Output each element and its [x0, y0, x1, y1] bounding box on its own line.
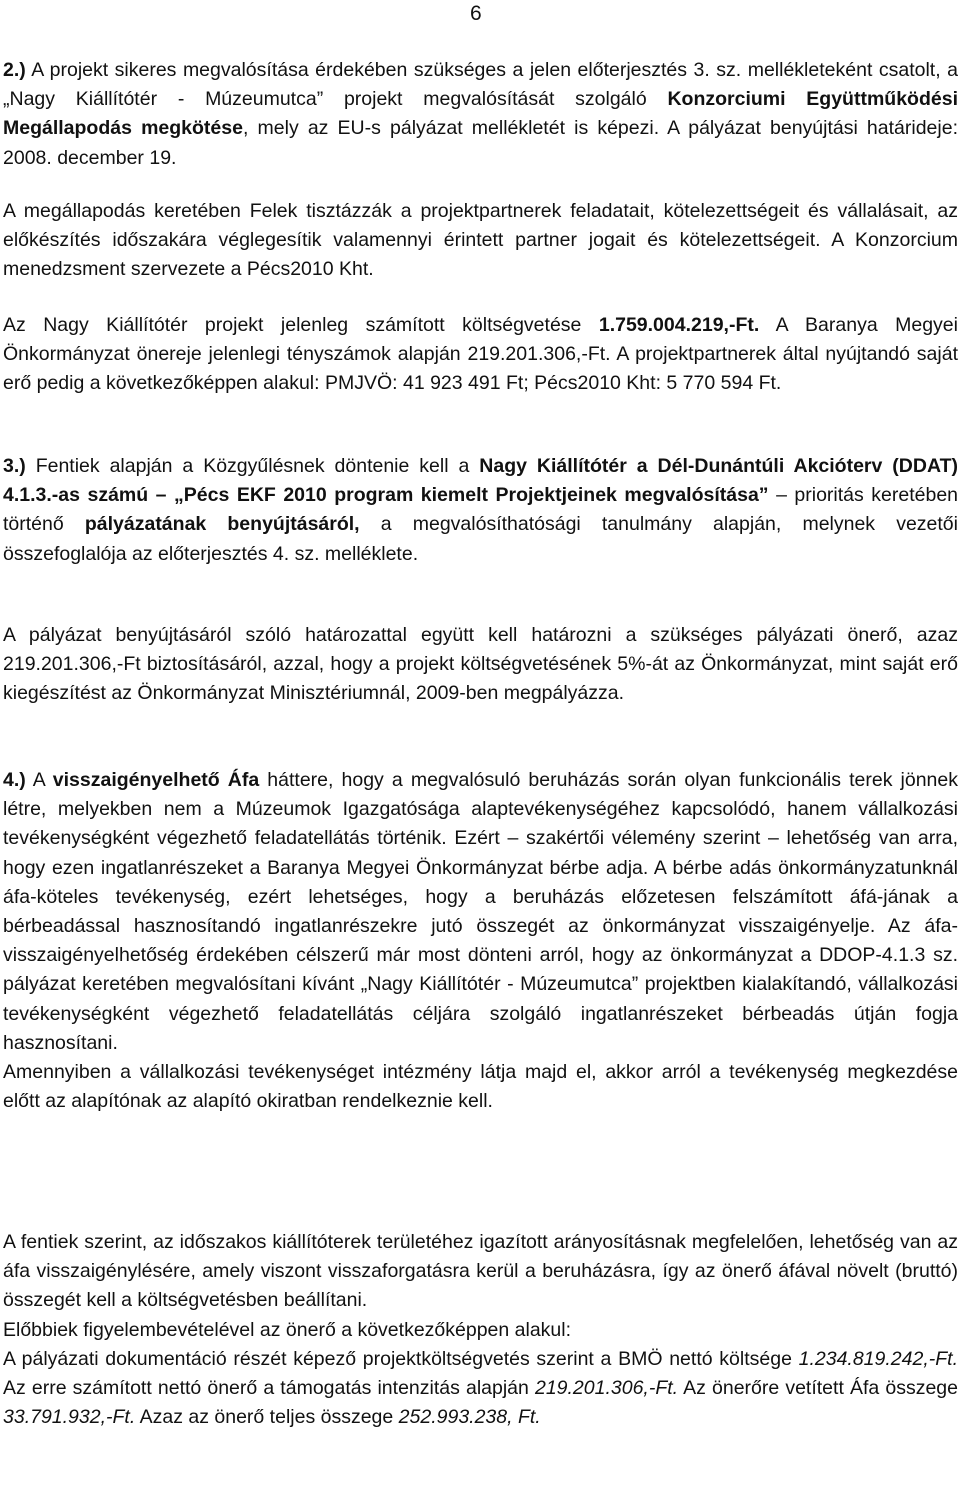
paragraph-agreement [3, 197, 958, 285]
bold-run: Nagy Kiállítótér a Dél-Dunántúli Akcióterv (DDAT) 4.1.3.-as számú – „Pécs EKF 2010 program kiemelt Projektjeinek megvalósítása” [3, 455, 958, 507]
paragraph-self-contribution [3, 621, 958, 709]
text-run: Az Nagy Kiállítótér projekt jelenleg számított költségvetése [3, 314, 599, 336]
text-run: a megvalósíthatósági tanulmány alapján, melynek vezetői összefoglalója az előterjesztés 4. sz. melléklete. [3, 513, 958, 565]
paragraph-4-vat [3, 766, 958, 1116]
italic-amount: 1.234.819.242,-Ft. [798, 1347, 958, 1370]
text-run: A projekt sikeres megvalósítása érdekében szükséges a jelen előterjesztés 3. sz. mellékleteként csatolt, a „Nagy Kiállítótér - Múzeumutca” projekt megvalósítását szolgáló [3, 59, 958, 111]
text-run: – prioritás keretében történő [3, 484, 959, 536]
text-run: Fentiek alapján a Közgyűlésnek döntenie kell a [25, 455, 480, 477]
text-run: A pályázat benyújtásáról szóló határozattal együtt kell határozni a szükséges pályázati önerő, azaz 219.201.306,-Ft biztosításáról, azzal, hogy a projekt költségvetésének 5%-át az Önkormányzat, mint saját erő kiegészítést az Önkormányzat Minisztériumnál, 2009-ben megpályázza. [3, 624, 958, 705]
italic-amount: 252.993.238, Ft. [398, 1406, 541, 1429]
text-run: A Baranya Megyei Önkormányzat önereje jelenlegi tényszámok alapján 219.201.306,-Ft. A projektpartnerek által nyújtandó saját erő pedig a következőképpen alakul: PMJVÖ: 41 923 491 Ft; Pécs2010 Kht: 5 770 594 Ft. [3, 314, 958, 395]
paragraph-vat-reclaim [3, 1228, 958, 1432]
italic-amount: 219.201.306,-Ft. [534, 1377, 679, 1400]
section-number-2: 2.) [3, 59, 26, 81]
text-run: , mely az EU-s pályázat mellékletét is képezi. A pályázat benyújtási határideje: 2008. december 19. [3, 117, 959, 169]
page-number: 6 [470, 2, 482, 25]
paragraph-3-decision [3, 452, 958, 569]
text-run: A megállapodás keretében Felek tisztázzák a projektpartnerek feladatait, kötelezettségeit és vállalásait, az előkészítés időszakára véglegesítik valamennyi érintett partner jogait és kötelezettségeit. A Konzorcium menedzsment szervezete a Pécs2010 Kht. [3, 200, 958, 281]
text-run: A [25, 769, 53, 791]
paragraph-2-intro [3, 56, 958, 173]
text-run: háttere, hogy a megvalósuló beruházás során olyan funkcionális terek jönnek létre, melyekben nem a Múzeumok Igazgatósága alaptevékenységéhez kapcsolódó, hanem vállalkozási tevékenységként végezhető feladatellátás történik. Ezért – szakértői vélemény szerint – lehetőség van arra, hogy ezen ingatlanrészeket a Baranya Megyei Önkormányzat bérbe adja. A bérbe adás önkormányzatunknál áfa-köteles tevékenység, ezért lehetséges, hogy a beruházás előzetesen felszámított áfá-jának a bérbeadással hasznosítandó ingatlanrészekre jutó összegét az önkormányzat visszaigényelje. Az áfa- visszaigényelhetőség érdekében célszerű már most dönteni arról, hogy az önkormányzat a DDOP-4.1.3 sz. pályázat keretében megvalósítani kívánt „Nagy Kiállítótér - Múzeumutca” projektben kialakítandó, vállalkozási tevékenységként végezhető feladatellátás céljára szolgáló ingatlanrészeket bérbeadás útján fogja hasznosítani. [3, 769, 958, 1054]
text-run: Amennyiben a vállalkozási tevékenységet intézmény látja majd el, akkor arról a tevékenység megkezdése előtt az alapítónak az alapító okiratban rendelkeznie kell. [3, 1061, 958, 1113]
bold-run: visszaigényelhető Áfa [52, 769, 260, 791]
bold-run: pályázatának benyújtásáról, [84, 513, 360, 536]
text-run: Azaz az önerő teljes összege [135, 1406, 399, 1429]
text-run: A fentiek szerint, az időszakos kiállítóterek területéhez igazított arányosításnak megfelelően, lehetőség van az áfa visszaigénylésére, amely viszont visszaforgatásra kerül a beruházásra, így az önerő áfával növelt (bruttó) összegét kell a költségvetésben beállítani. [3, 1231, 958, 1312]
bold-run: Konzorciumi Együttműködési Megállapodás megkötése [3, 88, 958, 140]
bold-run: 1.759.004.219,-Ft. [598, 314, 760, 336]
section-number-3: 3.) [3, 455, 26, 477]
section-number-4: 4.) [3, 769, 26, 791]
paragraph-budget [3, 311, 958, 399]
text-run: Előbbiek figyelembevételével az önerő a következőképpen alakul: [3, 1318, 572, 1341]
text-run: A pályázati dokumentáció részét képező projektköltségvetés szerint a BMÖ nettó költsége [3, 1347, 799, 1370]
text-run: Az önerőre vetített Áfa összege [678, 1377, 958, 1400]
italic-amount: 33.791.932,-Ft. [3, 1406, 136, 1429]
text-run: Az erre számított nettó önerő a támogatás intenzitás alapján [3, 1377, 535, 1400]
